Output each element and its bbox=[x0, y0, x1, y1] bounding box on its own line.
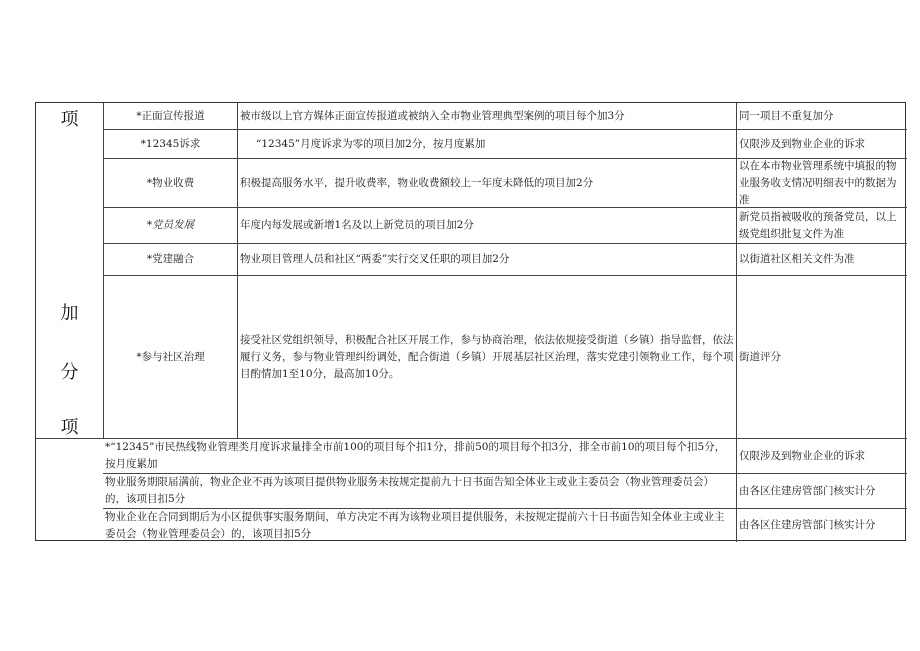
item-content: 接受社区党组织领导，积极配合社区开展工作，参与协商治理，依法依规接受街道（乡镇）指导监督，依法履行义务，参与物业管理纠纷调处，配合街道（乡镇）开展基层社区治理，落实党建引领物业工作，每个项目酌情加1至10分，最高加10分。 bbox=[240, 333, 734, 380]
category-char: 项 bbox=[60, 417, 79, 438]
item-content: 积极提高服务水平，提升收费率，物业收费额较上一年度未降低的项目加2分 bbox=[240, 176, 594, 189]
category-char: 加 bbox=[60, 303, 79, 324]
item-name: *正面宣传报道 bbox=[136, 109, 205, 122]
deduct-content: 物业企业在合同到期后为小区提供事实服务期间，单方决定不再为该物业项目提供服务，未按规定提前六十日书面告知全体业主或业主委员会（物业管理委员会）的，该项目扣5分 bbox=[105, 510, 725, 540]
item-name: *党员发展 bbox=[146, 219, 195, 231]
deduct-remark: 由各区住建房管部门核实计分 bbox=[739, 484, 876, 497]
deduct-remark: 由各区住建房管部门核实计分 bbox=[739, 519, 876, 531]
item-remark: 仅限涉及到物业企业的诉求 bbox=[739, 137, 865, 150]
item-name: *12345诉求 bbox=[140, 137, 201, 150]
category-char: 分 bbox=[60, 362, 79, 383]
item-name: *参与社区治理 bbox=[136, 350, 205, 363]
item-name: *党建融合 bbox=[146, 253, 195, 265]
item-name: *物业收费 bbox=[146, 176, 195, 189]
item-content: 年度内每发展或新增1名及以上新党员的项目加2分 bbox=[240, 219, 474, 231]
item-remark: 街道评分 bbox=[739, 350, 781, 363]
item-content: 物业项目管理人员和社区“两委”实行交叉任职的项目加2分 bbox=[240, 253, 510, 265]
item-remark: 以街道社区相关文件为准 bbox=[739, 253, 855, 265]
item-remark: 同一项目不重复加分 bbox=[739, 109, 834, 122]
category-char: 项 bbox=[60, 109, 79, 130]
deduct-remark: 仅限涉及到物业企业的诉求 bbox=[739, 449, 865, 462]
scoring-table bbox=[35, 102, 906, 541]
deduct-content: *“12345”市民热线物业管理类月度诉求量排全市前100的项目每个扣1分，排前50的项目每个扣3分，排全市前10的项目每个扣5分，按月度累加 bbox=[105, 441, 726, 470]
deduct-content: 物业服务期限届满前，物业企业不再为该项目提供物业服务未按规定提前九十日书面告知全体业主或业主委员会（物业管理委员会）的，该项目扣5分 bbox=[105, 476, 714, 505]
item-remark: 以在本市物业管理系统中填报的物业服务收支情况明细表中的数据为准 bbox=[739, 159, 897, 206]
item-content: “12345”月度诉求为零的项目加2分，按月度累加 bbox=[256, 137, 486, 150]
item-remark: 新党员指被吸收的预备党员，以上级党组织批复文件为准 bbox=[739, 210, 897, 240]
item-content: 被市级以上官方媒体正面宣传报道或被纳入全市物业管理典型案例的项目每个加3分 bbox=[240, 109, 625, 122]
